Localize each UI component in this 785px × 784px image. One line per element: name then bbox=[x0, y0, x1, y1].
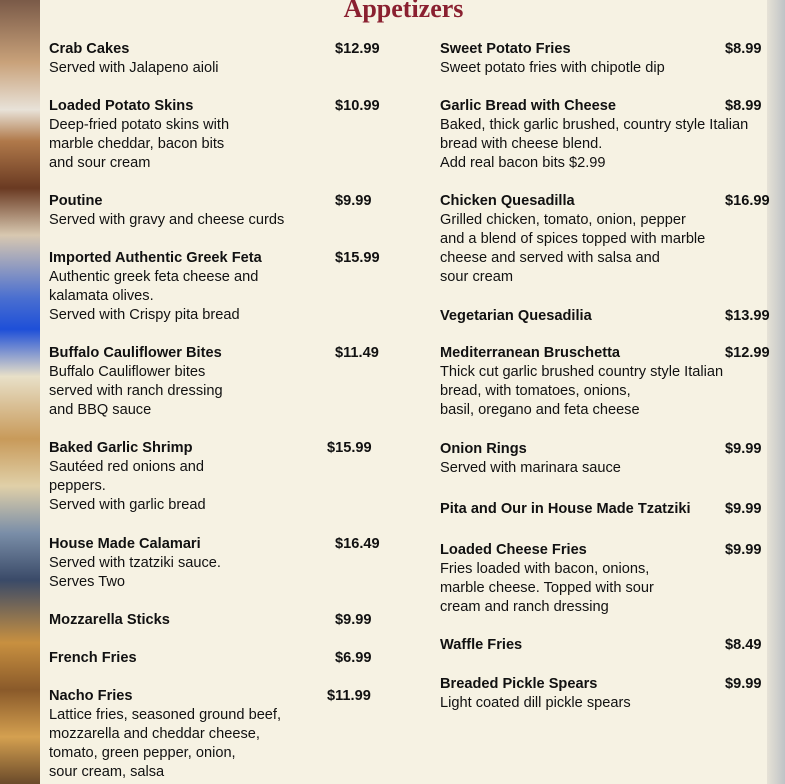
item-price: $6.99 bbox=[335, 650, 372, 666]
item-price: $9.99 bbox=[335, 193, 372, 209]
item-name: House Made Calamari bbox=[49, 536, 201, 552]
item-name: Loaded Cheese Fries bbox=[440, 542, 587, 558]
item-price: $9.99 bbox=[725, 676, 762, 692]
menu-item bbox=[440, 40, 665, 78]
item-description: Served with gravy and cheese curds bbox=[49, 212, 285, 228]
menu-item bbox=[49, 249, 262, 325]
item-price: $12.99 bbox=[335, 41, 380, 57]
item-name: Imported Authentic Greek Feta bbox=[49, 250, 262, 266]
menu-item bbox=[49, 344, 223, 420]
food-photo-strip bbox=[0, 0, 40, 784]
menu-item bbox=[49, 97, 229, 173]
item-description: Served with marinara sauce bbox=[440, 460, 621, 476]
item-price: $15.99 bbox=[335, 250, 380, 266]
item-name: Nacho Fries bbox=[49, 688, 133, 704]
menu-item bbox=[49, 439, 206, 515]
item-description: Baked, thick garlic brushed, country style Italian bread with cheese blend. Add real bacon bits $2.99 bbox=[440, 117, 749, 171]
item-name: Mediterranean Bruschetta bbox=[440, 345, 621, 361]
item-price: $9.99 bbox=[725, 501, 762, 517]
menu-page bbox=[40, 0, 770, 784]
item-name: French Fries bbox=[49, 650, 137, 666]
item-name: Waffle Fries bbox=[440, 637, 523, 653]
item-price: $10.99 bbox=[335, 98, 380, 114]
menu-item bbox=[440, 636, 522, 655]
item-price: $9.99 bbox=[725, 441, 762, 457]
menu-item bbox=[440, 344, 723, 420]
menu-item bbox=[440, 500, 691, 519]
menu-item bbox=[49, 649, 137, 668]
item-price: $9.99 bbox=[725, 542, 762, 558]
item-name: Loaded Potato Skins bbox=[49, 98, 194, 114]
item-description: Thick cut garlic brushed country style Italian bread, with tomatoes, onions, basil, oregano and feta cheese bbox=[440, 364, 724, 418]
menu-item bbox=[440, 307, 592, 326]
menu-item bbox=[440, 440, 621, 478]
item-name: Onion Rings bbox=[440, 441, 527, 457]
item-price: $8.99 bbox=[725, 41, 762, 57]
item-description: Authentic greek feta cheese and kalamata olives. Served with Crispy pita bread bbox=[49, 269, 259, 323]
item-name: Chicken Quesadilla bbox=[440, 193, 575, 209]
item-description: Sautéed red onions and peppers. Served with garlic bread bbox=[49, 459, 206, 513]
item-name: Crab Cakes bbox=[49, 41, 130, 57]
menu-item bbox=[49, 192, 284, 230]
item-price: $11.99 bbox=[327, 688, 371, 704]
menu-item bbox=[440, 541, 654, 617]
item-description: Light coated dill pickle spears bbox=[440, 695, 631, 711]
menu-item bbox=[49, 687, 281, 782]
item-description: Served with tzatziki sauce. Serves Two bbox=[49, 555, 221, 590]
menu-title: Appetizers bbox=[343, 0, 464, 23]
item-price: $12.99 bbox=[725, 345, 770, 361]
menu-item bbox=[49, 40, 219, 78]
item-price: $8.99 bbox=[725, 98, 762, 114]
menu-item bbox=[440, 675, 631, 713]
item-description: Sweet potato fries with chipotle dip bbox=[440, 60, 665, 76]
menu-item bbox=[440, 97, 748, 173]
item-name: Breaded Pickle Spears bbox=[440, 676, 598, 692]
right-edge bbox=[767, 0, 785, 784]
menu-item bbox=[440, 192, 705, 287]
item-price: $15.99 bbox=[327, 440, 372, 456]
item-name: Buffalo Cauliflower Bites bbox=[49, 345, 222, 361]
item-name: Garlic Bread with Cheese bbox=[440, 98, 617, 114]
item-price: $13.99 bbox=[725, 308, 770, 324]
item-name: Baked Garlic Shrimp bbox=[49, 440, 193, 456]
item-description: Served with Jalapeno aioli bbox=[49, 60, 219, 76]
item-name: Sweet Potato Fries bbox=[440, 41, 571, 57]
item-name: Poutine bbox=[49, 193, 103, 209]
item-price: $8.49 bbox=[725, 637, 762, 653]
item-description: Lattice fries, seasoned ground beef, mozzarella and cheddar cheese, tomato, green pepper, onion, sour cream, salsa bbox=[49, 707, 282, 780]
item-name: Mozzarella Sticks bbox=[49, 612, 170, 628]
item-price: $16.99 bbox=[725, 193, 770, 209]
item-price: $11.49 bbox=[335, 345, 379, 361]
item-price: $9.99 bbox=[335, 612, 372, 628]
item-name: Vegetarian Quesadilia bbox=[440, 308, 592, 324]
menu-item bbox=[49, 611, 170, 630]
item-name: Pita and Our in House Made Tzatziki bbox=[440, 501, 691, 517]
item-description: Deep-fried potato skins with marble cheddar, bacon bits and sour cream bbox=[49, 117, 230, 171]
item-description: Fries loaded with bacon, onions, marble cheese. Topped with sour cream and ranch dressing bbox=[440, 561, 654, 615]
item-description: Grilled chicken, tomato, onion, pepper and a blend of spices topped with marble cheese and served with salsa and sour cream bbox=[440, 212, 706, 285]
item-description: Buffalo Cauliflower bites served with ranch dressing and BBQ sauce bbox=[49, 364, 223, 418]
menu-item bbox=[49, 535, 221, 592]
item-price: $16.49 bbox=[335, 536, 380, 552]
